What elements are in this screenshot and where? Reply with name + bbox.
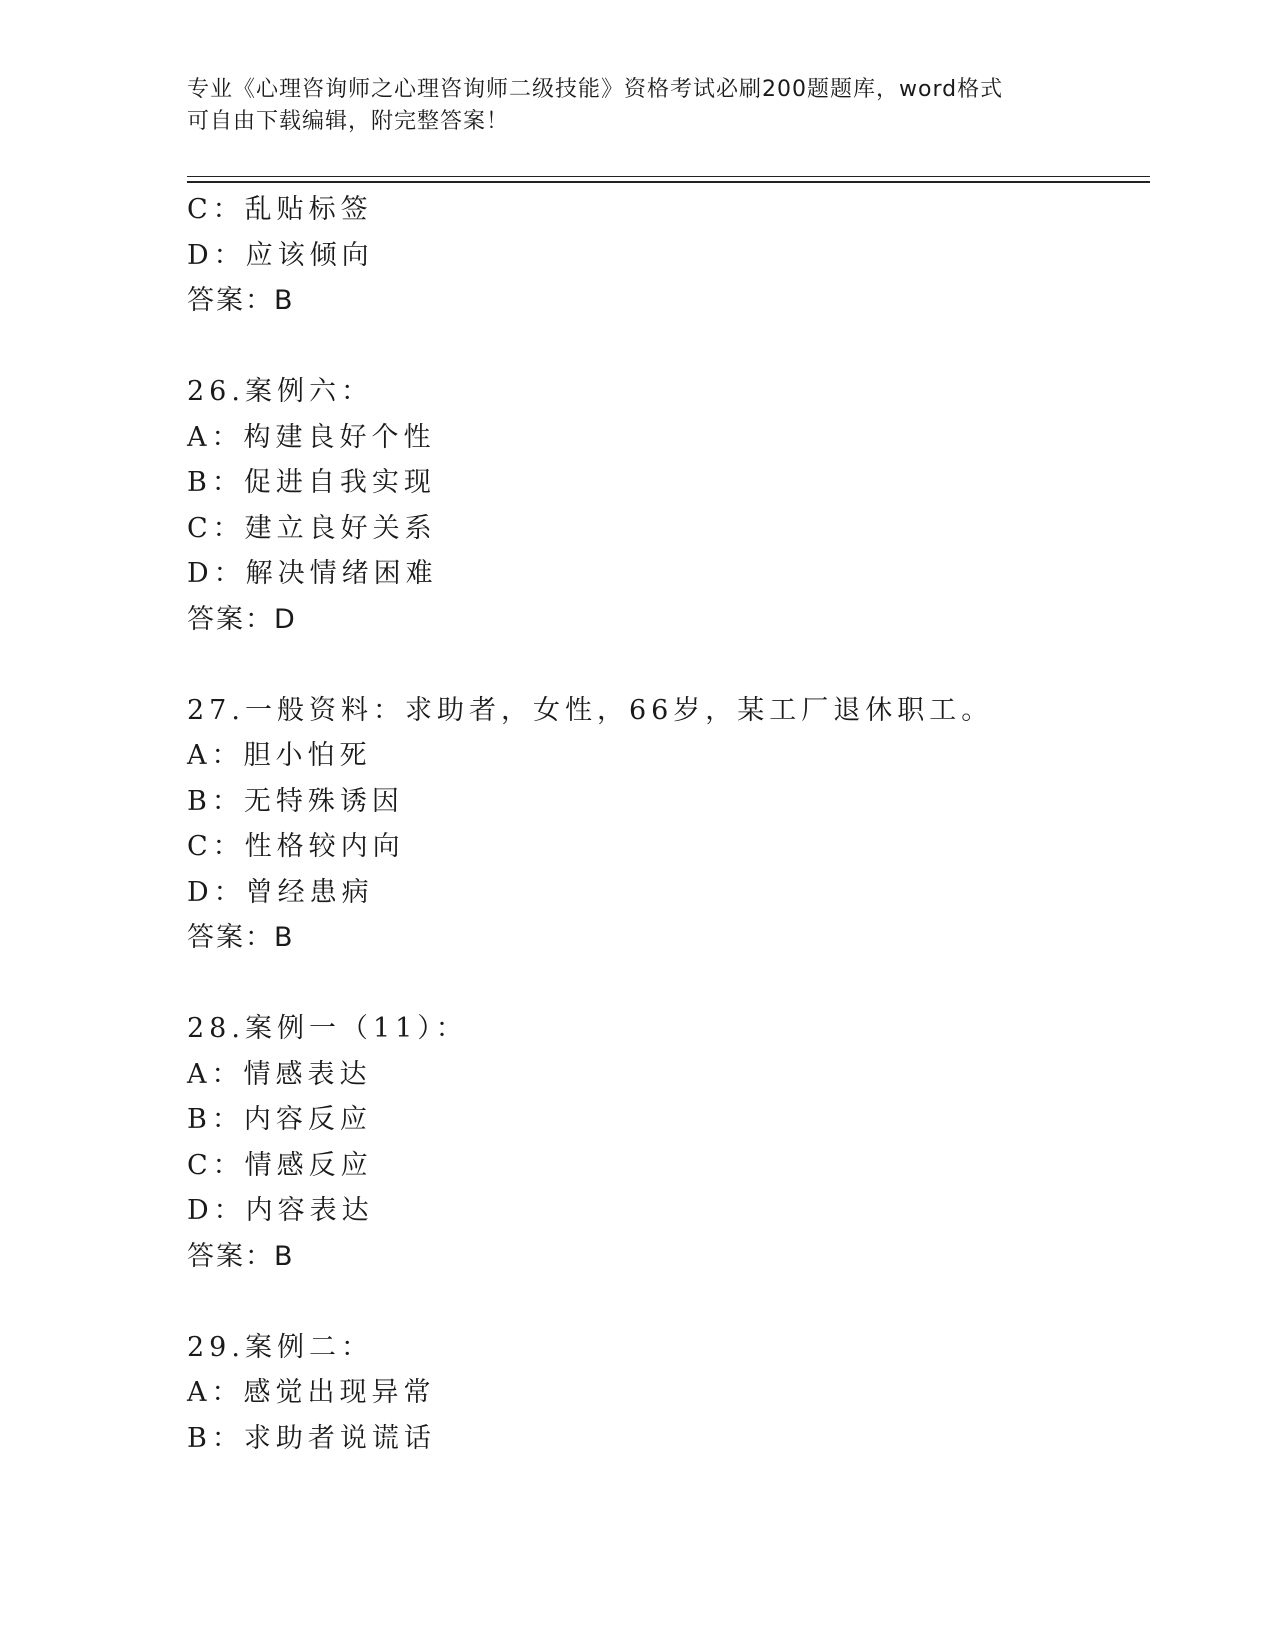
spacer <box>187 961 1147 1007</box>
header-divider-thin <box>187 176 1150 177</box>
header-title-line-1: 专业《心理咨询师之心理咨询师二级技能》资格考试必刷200题题库，word格式 <box>187 77 1004 102</box>
question-stem: 28.案例一（11）： <box>187 1013 468 1044</box>
question-29 <box>187 1325 1147 1462</box>
option-c: C：建立良好关系 <box>187 512 437 544</box>
answer-line: 答案：D <box>187 603 297 635</box>
header-divider-thick <box>187 181 1150 183</box>
option-b: B：求助者说谎话 <box>187 1422 436 1454</box>
question-continued <box>187 187 1147 324</box>
document-header <box>187 74 1067 138</box>
question-27 <box>187 688 1147 961</box>
spacer <box>187 1279 1147 1325</box>
question-list <box>187 187 1147 1461</box>
option-a: A：情感表达 <box>187 1058 372 1090</box>
option-a: A：感觉出现异常 <box>187 1377 436 1408</box>
spacer <box>187 642 1147 688</box>
option-d: D：曾经患病 <box>187 876 374 908</box>
question-stem: 27.一般资料：求助者，女性，66岁，某工厂退休职工。 <box>187 694 994 726</box>
option-d: D：应该倾向 <box>187 239 374 271</box>
option-c: C：乱贴标签 <box>187 194 373 225</box>
answer-line: 答案：B <box>187 922 295 953</box>
question-stem: 29.案例二： <box>187 1331 373 1363</box>
option-c: C：情感反应 <box>187 1149 373 1181</box>
header-title-line-2: 可自由下载编辑，附完整答案！ <box>187 109 510 134</box>
answer-line: 答案：B <box>187 1240 295 1272</box>
question-26 <box>187 369 1147 642</box>
option-b: B：促进自我实现 <box>187 467 436 498</box>
option-d: D：解决情绪困难 <box>187 558 438 589</box>
option-d: D：内容表达 <box>187 1195 374 1226</box>
option-b: B：无特殊诱因 <box>187 785 404 817</box>
option-c: C：性格较内向 <box>187 831 405 862</box>
option-a: A：构建良好个性 <box>187 421 436 453</box>
spacer <box>187 324 1147 370</box>
answer-line: 答案：B <box>187 285 295 316</box>
question-stem: 26.案例六： <box>187 376 373 407</box>
option-a: A：胆小怕死 <box>187 740 372 771</box>
question-28 <box>187 1006 1147 1279</box>
option-b: B：内容反应 <box>187 1104 372 1135</box>
